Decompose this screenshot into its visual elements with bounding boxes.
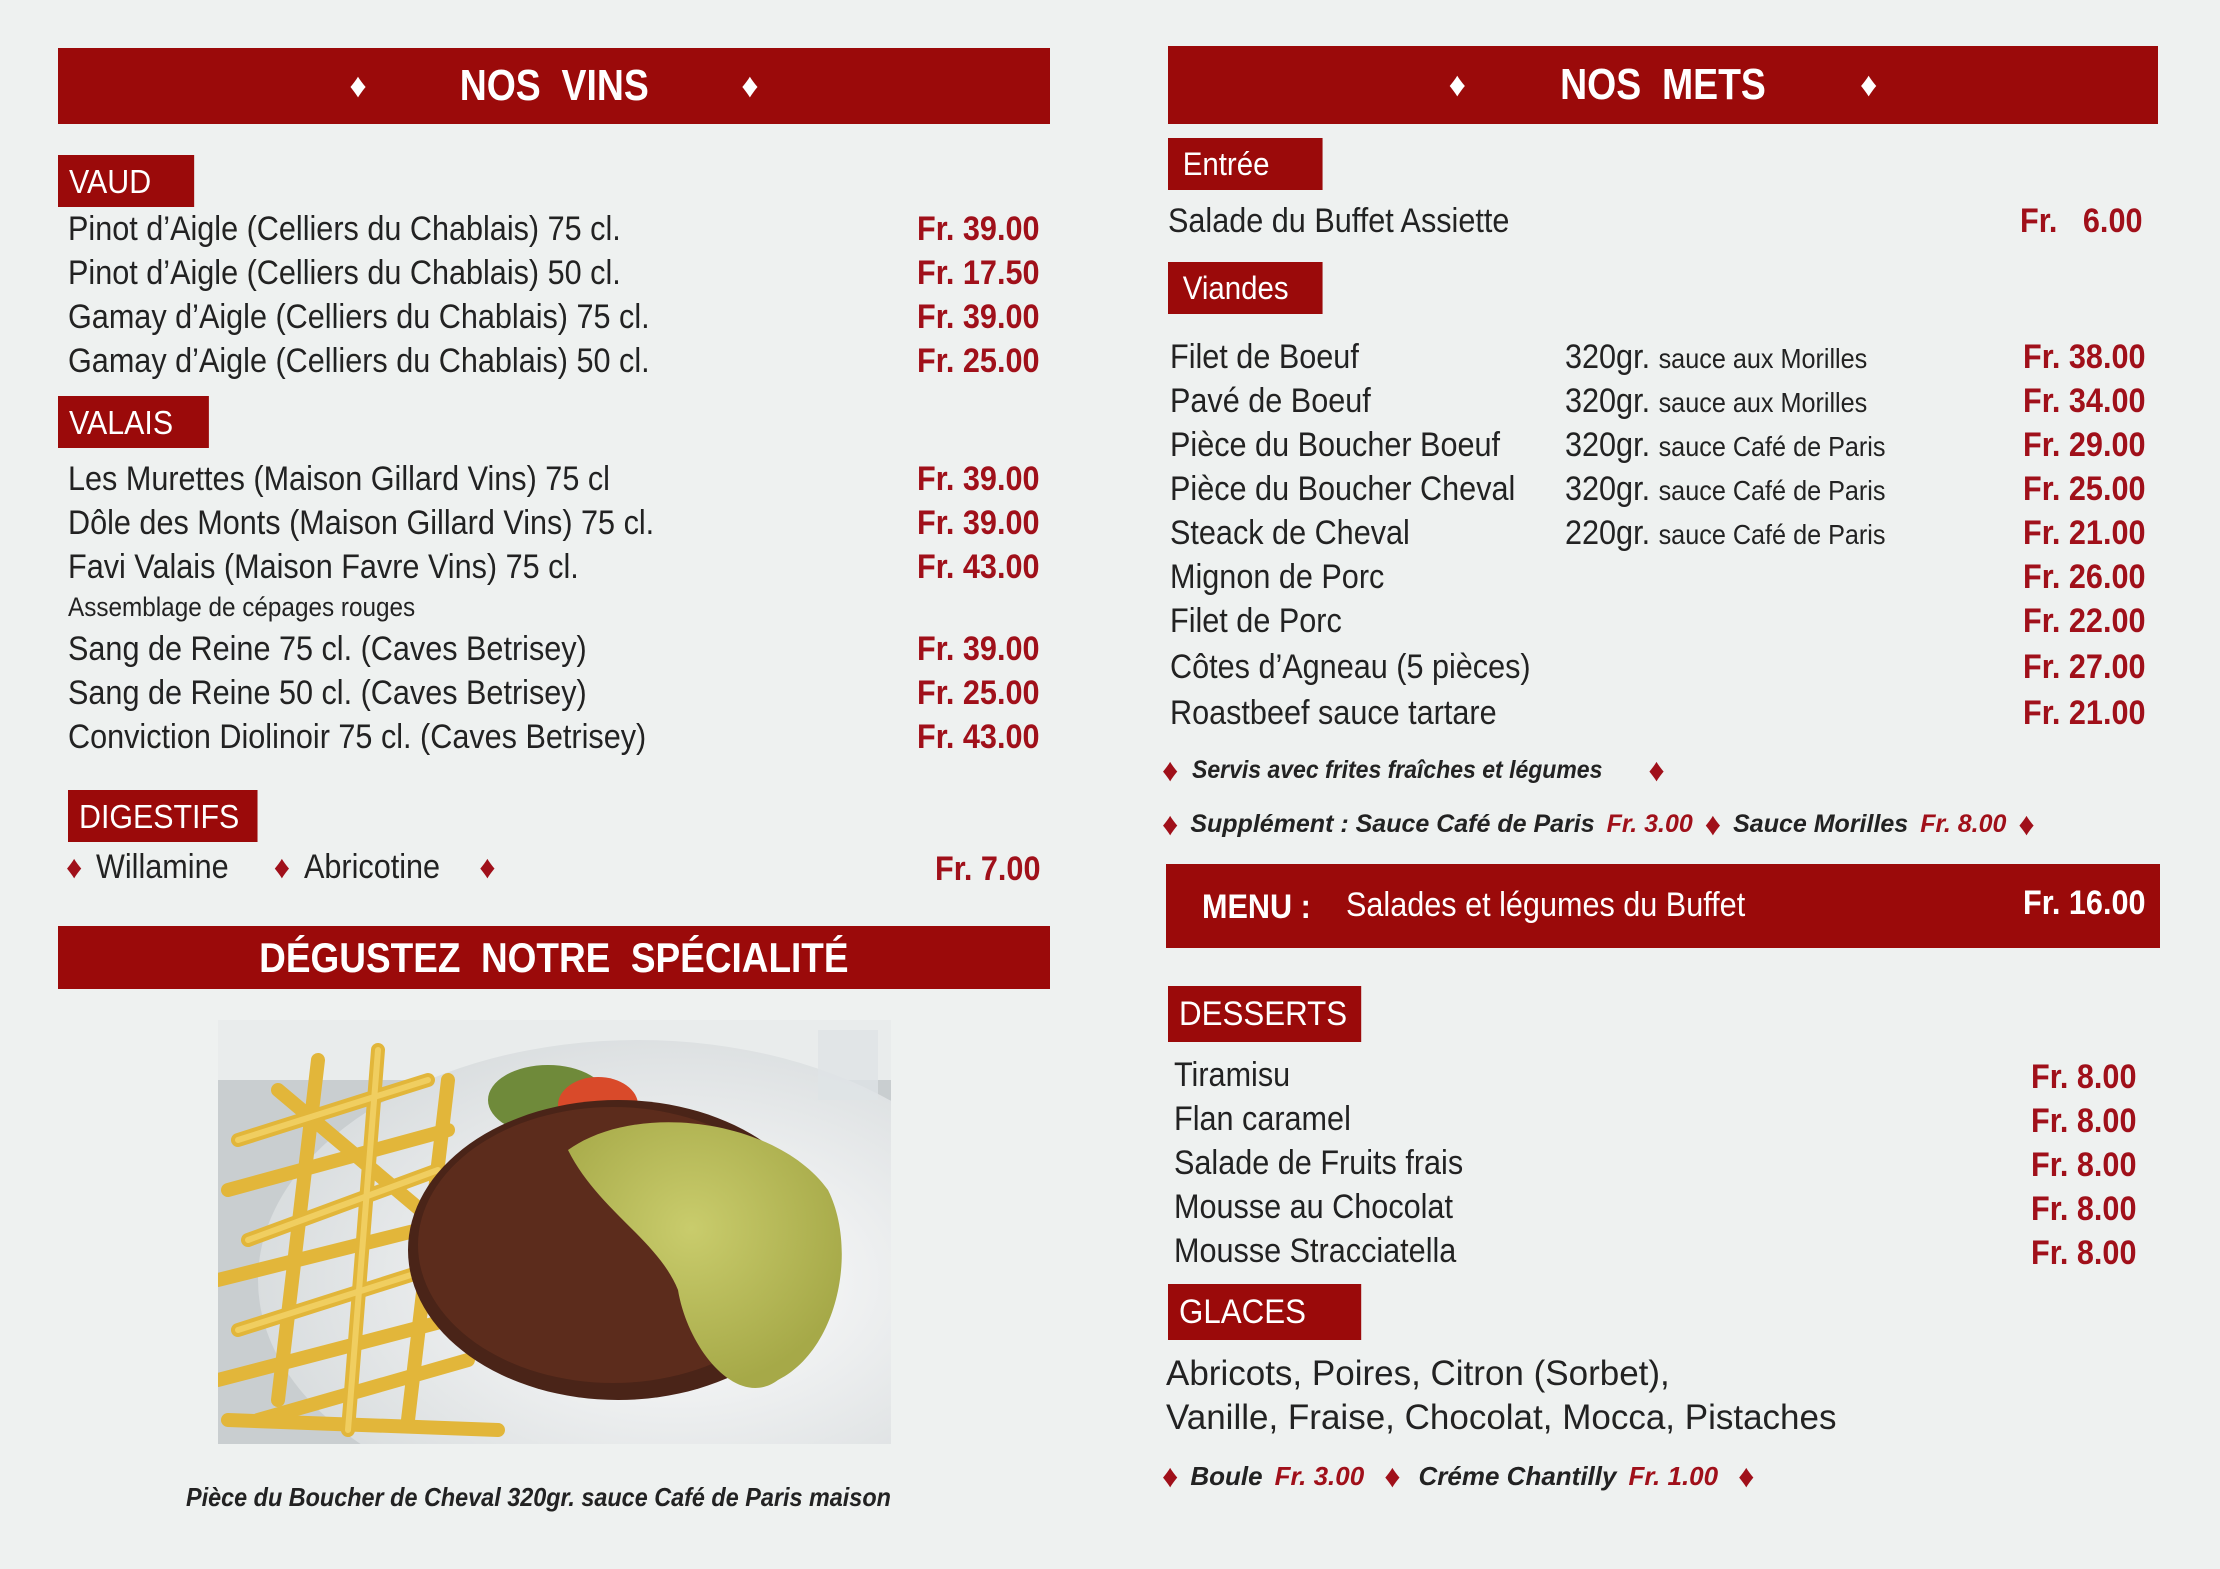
wine-price: Fr. 17.50 <box>917 254 1040 292</box>
dessert-price: Fr. 8.00 <box>2031 1190 2137 1228</box>
diamond-icon: ♦ <box>1162 752 1179 788</box>
dessert-name: Mousse Stracciatella <box>1174 1232 1457 1270</box>
wine-name: Dôle des Monts (Maison Gillard Vins) 75 cl. <box>68 504 655 542</box>
dish-price: Fr. 26.00 <box>2023 558 2146 596</box>
dish-price: Fr. 25.00 <box>2023 470 2146 508</box>
wine-name: Sang de Reine 75 cl. (Caves Betrisey) <box>68 630 587 668</box>
wines-title: NOS VINS <box>459 61 649 110</box>
dish-name: Filet de Porc <box>1170 602 1342 640</box>
sauce-text: sauce aux Morilles <box>1658 343 1868 374</box>
digestif-item: Willamine <box>96 848 229 886</box>
diamond-icon: ♦ <box>1448 66 1466 104</box>
wine-row <box>68 298 714 337</box>
menu-label: MENU : <box>1202 888 1311 926</box>
section-tag-viandes: Viandes <box>1168 262 1323 314</box>
viande-row <box>1170 558 1408 597</box>
entree-row <box>1168 202 1547 241</box>
viande-row <box>1170 338 1380 377</box>
dish-weight <box>1565 382 1867 421</box>
wine-row <box>68 460 670 499</box>
sauce-text: sauce Café de Paris <box>1658 475 1886 506</box>
diamond-icon: ♦ <box>1704 806 1722 842</box>
viande-row <box>1170 602 1361 641</box>
glaces-line-2: Vanille, Fraise, Chocolat, Mocca, Pistaches <box>1166 1398 1837 1437</box>
dessert-price: Fr. 8.00 <box>2031 1146 2137 1184</box>
sauce-text: sauce Café de Paris <box>1658 431 1886 462</box>
wine-name: Gamay d’Aigle (Celliers du Chablais) 75 cl. <box>68 298 650 336</box>
dessert-name: Salade de Fruits frais <box>1174 1144 1464 1182</box>
dish-name: Pavé de Boeuf <box>1170 382 1371 420</box>
weight-value: 320gr. <box>1565 338 1651 376</box>
viande-row <box>1170 648 1571 687</box>
wine-row <box>68 254 682 293</box>
diamond-icon: ♦ <box>2018 806 2035 842</box>
menu-banner <box>1166 864 2160 948</box>
weight-value: 220gr. <box>1565 514 1651 552</box>
section-tag-digestifs: DIGESTIFS <box>68 790 258 842</box>
served-text: Servis avec frites fraîches et légumes <box>1192 756 1603 784</box>
dish-price: Fr. 22.00 <box>2023 602 2146 640</box>
diamond-icon: ♦ <box>479 849 496 885</box>
boule-price: Fr. 3.00 <box>1274 1461 1365 1491</box>
supplement-note <box>1162 806 2035 843</box>
weight-value: 320gr. <box>1565 470 1651 508</box>
dessert-name: Flan caramel <box>1174 1100 1351 1138</box>
viande-row <box>1170 382 1393 421</box>
viande-row <box>1170 470 1554 509</box>
dish-name: Côtes d’Agneau (5 pièces) <box>1170 648 1531 686</box>
weight-value: 320gr. <box>1565 426 1651 464</box>
specialite-photo <box>218 1020 891 1444</box>
wine-name: Pinot d’Aigle (Celliers du Chablais) 75 cl. <box>68 210 621 248</box>
dish-name: Mignon de Porc <box>1170 558 1385 596</box>
supplement-price-2: Fr. 8.00 <box>1920 810 2007 838</box>
dish-price: Fr. 29.00 <box>2023 426 2146 464</box>
dessert-row <box>1174 1188 1484 1227</box>
wine-price: Fr. 39.00 <box>917 298 1040 336</box>
section-tag-vaud: VAUD <box>58 155 194 207</box>
dessert-name: Tiramisu <box>1174 1056 1291 1094</box>
wine-price: Fr. 25.00 <box>917 342 1040 380</box>
diamond-icon: ♦ <box>1738 1458 1755 1494</box>
digestif-item: Abricotine <box>304 848 441 886</box>
diamond-icon: ♦ <box>1384 1458 1401 1494</box>
wine-name: Sang de Reine 50 cl. (Caves Betrisey) <box>68 674 587 712</box>
diamond-icon: ♦ <box>273 849 291 885</box>
weight-value: 320gr. <box>1565 382 1651 420</box>
dessert-price: Fr. 8.00 <box>2031 1058 2137 1096</box>
dish-price: Fr. 38.00 <box>2023 338 2146 376</box>
dish-price: Fr. 34.00 <box>2023 382 2146 420</box>
wine-price: Fr. 43.00 <box>917 718 1040 756</box>
wine-name: Pinot d’Aigle (Celliers du Chablais) 50 cl. <box>68 254 621 292</box>
viande-row <box>1170 514 1437 553</box>
viande-row <box>1170 694 1533 733</box>
dessert-price: Fr. 8.00 <box>2031 1234 2137 1272</box>
dessert-price: Fr. 8.00 <box>2031 1102 2137 1140</box>
mets-banner <box>1168 46 2158 124</box>
wine-row <box>68 342 714 381</box>
specialite-title: DÉGUSTEZ NOTRE SPÉCIALITÉ <box>259 933 849 981</box>
glaces-options <box>1162 1458 1754 1495</box>
wine-name: Favi Valais (Maison Favre Vins) 75 cl. <box>68 548 579 586</box>
specialite-caption: Pièce du Boucher de Cheval 320gr. sauce Café de Paris maison <box>186 1482 891 1512</box>
wine-price: Fr. 39.00 <box>917 460 1040 498</box>
diamond-icon: ♦ <box>1162 806 1179 842</box>
dish-weight <box>1565 514 1886 553</box>
viande-row <box>1170 426 1537 465</box>
dessert-row <box>1174 1144 1495 1183</box>
dish-price: Fr. 6.00 <box>2020 202 2143 240</box>
wine-row <box>68 210 682 249</box>
sauce-text: sauce aux Morilles <box>1658 387 1868 418</box>
wine-price: Fr. 25.00 <box>917 674 1040 712</box>
wine-note: Assemblage de cépages rouges <box>68 592 416 622</box>
mets-title: NOS METS <box>1560 60 1766 109</box>
menu-price: Fr. 16.00 <box>2023 884 2146 922</box>
steak-fries-photo <box>218 1020 891 1444</box>
dish-name: Roastbeef sauce tartare <box>1170 694 1497 732</box>
dessert-row <box>1174 1100 1371 1139</box>
boule-label: Boule <box>1190 1461 1263 1491</box>
diamond-icon: ♦ <box>66 849 83 885</box>
dish-weight <box>1565 426 1886 465</box>
dish-name: Steack de Cheval <box>1170 514 1410 552</box>
diamond-icon: ♦ <box>1860 66 1878 104</box>
chantilly-price: Fr. 1.00 <box>1628 1461 1719 1491</box>
dish-name: Salade du Buffet Assiette <box>1168 202 1510 240</box>
diamond-icon: ♦ <box>1162 1458 1179 1494</box>
diamond-icon: ♦ <box>741 67 759 105</box>
dessert-name: Mousse au Chocolat <box>1174 1188 1453 1226</box>
dish-weight <box>1565 470 1886 509</box>
glaces-line-1: Abricots, Poires, Citron (Sorbet), <box>1166 1354 1670 1393</box>
wine-name: Les Murettes (Maison Gillard Vins) 75 cl <box>68 460 610 498</box>
section-tag-entree: Entrée <box>1168 138 1323 190</box>
wine-row <box>68 674 644 713</box>
section-tag-glaces: GLACES <box>1168 1284 1361 1340</box>
dish-weight <box>1565 338 1867 377</box>
wine-row <box>68 548 636 587</box>
chantilly-label: Créme Chantilly <box>1418 1461 1617 1491</box>
wine-row <box>68 630 644 669</box>
supplement-label-2: Sauce Morilles <box>1733 810 1909 838</box>
wine-row <box>68 504 719 543</box>
section-tag-valais: VALAIS <box>58 396 209 448</box>
dish-price: Fr. 27.00 <box>2023 648 2146 686</box>
dish-price: Fr. 21.00 <box>2023 694 2146 732</box>
specialite-banner <box>58 926 1050 989</box>
wine-row <box>68 718 710 757</box>
dessert-row <box>1174 1232 1488 1271</box>
dish-name: Pièce du Boucher Cheval <box>1170 470 1516 508</box>
digestifs-row <box>66 848 496 887</box>
wine-name: Gamay d’Aigle (Celliers du Chablais) 50 cl. <box>68 342 650 380</box>
supplement-label: Supplément : Sauce Café de Paris <box>1190 810 1595 838</box>
dish-price: Fr. 21.00 <box>2023 514 2146 552</box>
sauce-text: sauce Café de Paris <box>1658 519 1886 550</box>
section-tag-desserts: DESSERTS <box>1168 986 1361 1042</box>
dessert-row <box>1174 1056 1303 1095</box>
wine-price: Fr. 39.00 <box>917 504 1040 542</box>
diamond-icon: ♦ <box>1648 752 1665 788</box>
wine-name: Conviction Diolinoir 75 cl. (Caves Betrisey) <box>68 718 647 756</box>
diamond-icon: ♦ <box>349 67 367 105</box>
wine-price: Fr. 43.00 <box>917 548 1040 586</box>
wine-price: Fr. 39.00 <box>917 630 1040 668</box>
dish-name: Pièce du Boucher Boeuf <box>1170 426 1501 464</box>
dish-name: Filet de Boeuf <box>1170 338 1359 376</box>
wine-price: Fr. 39.00 <box>917 210 1040 248</box>
supplement-price: Fr. 3.00 <box>1606 810 1693 838</box>
served-note <box>1162 752 1665 789</box>
wines-banner <box>58 48 1050 124</box>
digestif-price: Fr. 7.00 <box>935 850 1041 888</box>
menu-desc: Salades et légumes du Buffet <box>1346 886 1746 924</box>
